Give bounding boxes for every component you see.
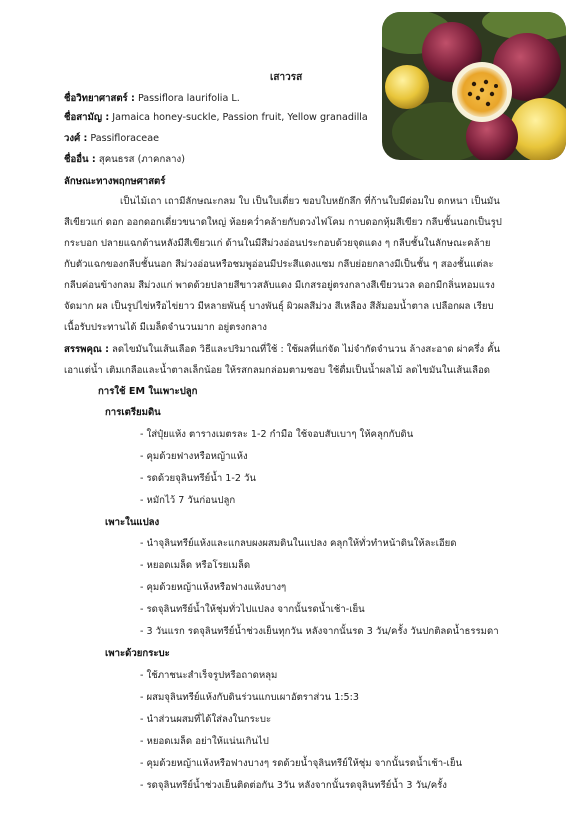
botany-heading: ลักษณะทางพฤกษศาสตร์ bbox=[64, 176, 166, 187]
list-item: - รดด้วยจุลินทรีย์น้ำ 1-2 วัน bbox=[140, 473, 256, 484]
list-item: - หยอดเมล็ด อย่าให้แน่นเกินไป bbox=[140, 736, 269, 747]
botany-line: จัดมาก ผล เป็นรูปไข่หรือไข่ยาว มีหลายพันธุ์ บางพันธุ์ ผิวผลสีม่วง สีเหลือง สีส้มอมน้ำตาล เปลือกผล เรียบ bbox=[64, 301, 494, 312]
properties-row bbox=[64, 343, 500, 357]
botany-line: สีเขียวแก่ ดอก ออกดอกเดี่ยวขนาดใหญ่ ห้อยคว่ำคล้ายกับดวงไฟโคม กาบดอกหุ้มสีเขียว กลีบชั้นนอกเป็นรูป bbox=[64, 217, 502, 228]
scientific-name-row bbox=[64, 92, 240, 106]
section-heading-bed-sowing: เพาะในแปลง bbox=[105, 517, 160, 528]
list-item: - คุมด้วยหญ้าแห้งหรือฟางบางๆ รดด้วยน้ำจุลินทรีย์ให้ชุ่ม จากนั้นรดน้ำเช้า-เย็น bbox=[140, 758, 463, 769]
field-value: Passifloraceae bbox=[90, 133, 159, 144]
field-label: วงศ์ : bbox=[64, 133, 88, 144]
field-label: ชื่อวิทยาศาสตร์ : bbox=[64, 93, 135, 104]
botany-line: กลีบค่อนข้างกลม สีม่วงแก่ พาดด้วยปลายสีขาวสลับแดง มีเกสรอยู่ตรงกลางสีเขียวนวล ดอกมีกลิ่นหอมแรง bbox=[64, 280, 495, 291]
botany-line: กับตัวแฉกของกลีบชั้นนอก สีม่วงอ่อนหรือชมพูอ่อนมีประสีแดงแซม กลีบย่อยกลางมีเป็นชั้น ๆ สองชั้นแต่ละ bbox=[64, 259, 494, 270]
em-heading: การใช้ EM ในเพาะปลูก bbox=[98, 386, 198, 397]
section-heading-tray-sowing: เพาะด้วยกระบะ bbox=[105, 648, 170, 659]
list-item: - รดจุลินทรีย์น้ำช่วงเย็นติดต่อกัน 3วัน หลังจากนั้นรดจุลินทรีย์น้ำ 3 วัน/ครั้ง bbox=[140, 780, 447, 791]
list-item: - รดจุลินทรีย์น้ำให้ชุ่มทั่วไปแปลง จากนั้นรดน้ำเช้า-เย็น bbox=[140, 604, 365, 615]
page-title: เสาวรส bbox=[270, 72, 303, 83]
section-heading-soil-prep: การเตรียมดิน bbox=[105, 407, 161, 418]
field-label: ชื่อสามัญ : bbox=[64, 112, 110, 123]
other-name-row bbox=[64, 153, 185, 167]
passion-fruit-icon bbox=[382, 12, 566, 160]
botany-line: เป็นไม้เถา เถามีลักษณะกลม ใบ เป็นใบเดี่ยว ขอบใบหยักลึก ที่ก้านใบมีต่อมใบ ดกหนา เป็นมัน bbox=[120, 196, 500, 207]
properties-text-continued: เอาแต่น้ำ เติมเกลือและน้ำตาลเล็กน้อย ให้รสกลมกล่อมตามชอบ ใช้ดื่มเป็นน้ำผลไม้ ลดไขมันในเส้นเลือด bbox=[64, 365, 490, 376]
field-label: ชื่ออื่น : bbox=[64, 154, 96, 165]
field-value: สุคนธรส (ภาคกลาง) bbox=[98, 154, 185, 165]
family-row bbox=[64, 132, 159, 146]
passion-fruit-photo bbox=[382, 12, 566, 160]
list-item: - นำส่วนผสมที่ได้ใส่ลงในกระบะ bbox=[140, 714, 272, 725]
list-item: - 3 วันแรก รดจุลินทรีย์น้ำช่วงเย็นทุกวัน หลังจากนั้นรด 3 วัน/ครั้ง วันปกติลดน้ำธรรมดา bbox=[140, 626, 499, 637]
botany-line: กระบอก ปลายแฉกด้านหลังมีสีเขียวแก่ ด้านในมีสีม่วงอ่อนประกอบด้วยจุดแดง ๆ กลีบชั้นในลักษณะคล้าย bbox=[64, 238, 491, 249]
list-item: - ใส่ปุ๋ยแห้ง ตารางเมตรละ 1-2 กำมือ ใช้จอบสับเบาๆ ให้คลุกกับดิน bbox=[140, 429, 414, 440]
list-item: - ใช้ภาชนะสำเร็จรูปหรือถาดหลุม bbox=[140, 670, 278, 681]
list-item: - นำจุลินทรีย์แห้งและแกลบผงผสมดินในแปลง คลุกให้ทั่วทำหน้าดินให้ละเอียด bbox=[140, 538, 457, 549]
list-item: - หมักไว้ 7 วันก่อนปลูก bbox=[140, 495, 236, 506]
botany-line: เนื้อรับประทานได้ มีเมล็ดจำนวนมาก อยู่ตรงกลาง bbox=[64, 322, 267, 333]
field-value: Passiflora laurifolia L. bbox=[137, 93, 240, 104]
properties-label: สรรพคุณ : bbox=[64, 344, 109, 355]
properties-text: ลดไขมันในเส้นเลือด วิธีและปริมาณที่ใช้ : ใช้ผลที่แก่จัด ไม่จำกัดจำนวน ล้างสะอาด ผ่าครึ่ง คั้น bbox=[112, 344, 501, 355]
list-item: - คุมด้วยฟางหรือหญ้าแห้ง bbox=[140, 451, 248, 462]
list-item: - หยอดเมล็ด หรือโรยเมล็ด bbox=[140, 560, 251, 571]
list-item: - คุมด้วยหญ้าแห้งหรือฟางแห้งบางๆ bbox=[140, 582, 287, 593]
list-item: - ผสมจุลินทรีย์แห้งกับดินร่วนแกบเผาอัตราส่วน 1:5:3 bbox=[140, 692, 359, 703]
field-value: Jamaica honey-suckle, Passion fruit, Yellow granadilla bbox=[112, 112, 368, 123]
common-name-row bbox=[64, 111, 368, 125]
